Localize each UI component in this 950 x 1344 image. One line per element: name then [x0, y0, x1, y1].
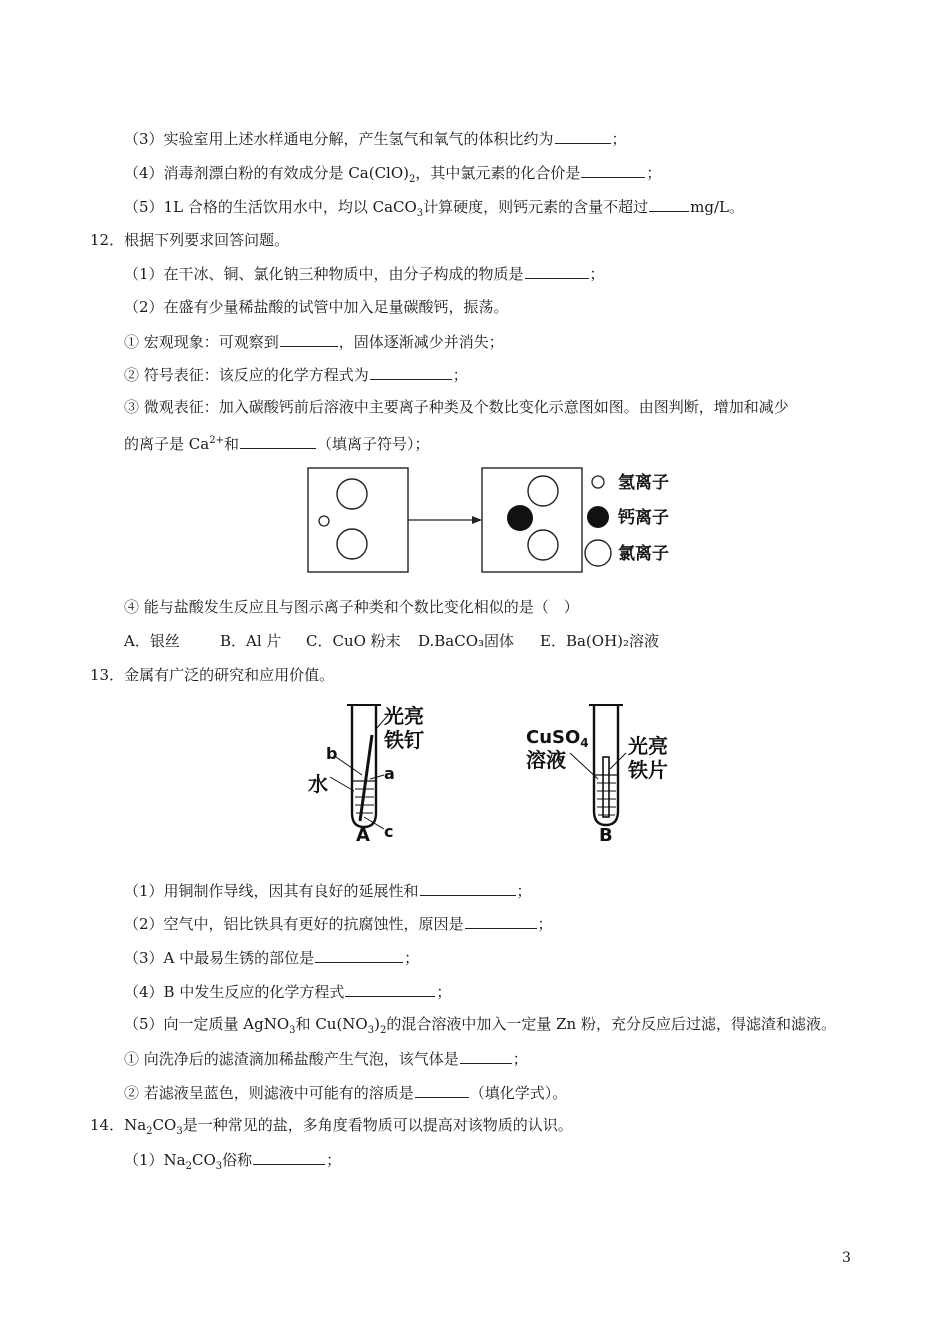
- q11-3-line: [124, 128, 627, 149]
- q11-5-text-b: 计算硬度，则钙元素的含量不超过: [423, 198, 649, 216]
- arrow-head: [472, 516, 482, 524]
- punct: ；: [537, 915, 553, 933]
- q12-2-3b-text: 的离子是 Ca: [124, 435, 210, 453]
- answer-blank: [315, 947, 403, 963]
- q12-2-2-line: [124, 364, 468, 385]
- q13-5-text-b: 和 Cu(NO: [295, 1015, 368, 1033]
- point-c-label: c: [384, 822, 394, 841]
- answer-blank: [581, 162, 645, 178]
- ion-diagram: [300, 460, 690, 582]
- subscript: 3: [289, 1025, 296, 1036]
- legend-chloride-icon: [585, 540, 611, 566]
- q13-5-text-c: ): [374, 1015, 380, 1033]
- answer-blank: [420, 880, 516, 896]
- q12-options: [124, 631, 659, 651]
- answer-blank: [370, 364, 452, 380]
- punct: ；: [512, 1050, 528, 1068]
- q13-5-1-text: ① 向洗净后的滤渣滴加稀盐酸产生气泡，该气体是: [124, 1050, 459, 1068]
- hydrogen-ion: [319, 516, 329, 526]
- legend-chloride-label: 氯离子: [618, 544, 669, 564]
- solution-subscript: 4: [580, 736, 589, 750]
- q12-1-text: （1）在干冰、铜、氯化钠三种物质中，由分子构成的物质是: [124, 265, 524, 283]
- before-box: [308, 468, 408, 572]
- leader-line: [330, 777, 354, 791]
- q13-5-2-line: [124, 1082, 567, 1103]
- punct: ；: [326, 1151, 342, 1169]
- superscript: 2+: [209, 435, 224, 446]
- q13-3-line: [124, 947, 419, 968]
- q11-5-line: [124, 196, 744, 217]
- subscript: 2: [379, 1025, 387, 1036]
- answer-blank: [465, 913, 537, 929]
- q13-1-text: （1）用铜制作导线，因其有良好的延展性和: [124, 882, 419, 900]
- q12-2-3-line: ③ 微观表征：加入碳酸钙前后溶液中主要离子种类及个数比变化示意图如图。由图判断，增加和减少: [124, 398, 789, 416]
- q13-1-line: [124, 880, 532, 901]
- subscript: 3: [416, 208, 424, 219]
- q14-1-text: （1）Na: [124, 1151, 186, 1169]
- q14-title-text-b: CO: [152, 1116, 177, 1134]
- nail-label: 光亮: [384, 704, 424, 728]
- q12-1-line: [124, 263, 605, 284]
- q14-1-text-c: 俗称: [222, 1151, 253, 1169]
- q13-3-text: （3）A 中最易生锈的部位是: [124, 949, 315, 967]
- answer-blank: [525, 263, 589, 279]
- legend-hydrogen-icon: [592, 476, 604, 488]
- option-c: C．CuO 粉末: [306, 632, 401, 650]
- page-number: 3: [842, 1250, 851, 1266]
- figure-b-caption: B: [599, 825, 613, 845]
- q14-1-line: [124, 1149, 341, 1170]
- punct: ；: [436, 983, 452, 1001]
- subscript: 2: [146, 1126, 153, 1137]
- solution-formula: [526, 727, 589, 750]
- q13-5-line: [124, 1014, 836, 1034]
- q12-2-line: （2）在盛有少量稀盐酸的试管中加入足量碳酸钙，振荡。: [124, 298, 509, 316]
- q11-3-text: （3）实验室用上述水样通电分解，产生氢气和氧气的体积比约为: [124, 130, 554, 148]
- subscript: 3: [176, 1126, 183, 1137]
- answer-blank: [280, 331, 338, 347]
- q11-4-line: [124, 162, 661, 183]
- option-a: A．银丝: [124, 632, 180, 650]
- q13-5-text-d: 的混合溶液中加入一定量 Zn 粉，充分反应后过滤，得滤渣和滤液。: [386, 1015, 836, 1033]
- q12-2-1-line: [124, 331, 504, 352]
- option-d: D.BaCO₃固体: [418, 632, 515, 650]
- q12-2-3b-line: [124, 433, 429, 454]
- option-e: E．Ba(OH)₂溶液: [540, 632, 660, 650]
- iron-nail: [360, 735, 372, 821]
- q12-title: 12．根据下列要求回答问题。: [90, 231, 290, 249]
- q11-4-text: （4）消毒剂漂白粉的有效成分是 Ca(ClO): [124, 164, 410, 182]
- point-a-label: a: [384, 764, 395, 783]
- legend-calcium-label: 钙离子: [618, 508, 669, 528]
- option-b: B．Al 片: [220, 632, 282, 650]
- q14-title-text: 14．Na: [90, 1116, 147, 1134]
- subscript: 3: [367, 1025, 375, 1036]
- q14-1-text-b: CO: [192, 1151, 216, 1169]
- answer-blank: [415, 1082, 469, 1098]
- q14-title-text-c: 是一种常见的盐，多角度看物质可以提高对该物质的认识。: [182, 1116, 573, 1134]
- answer-blank: [240, 433, 316, 449]
- sheet-label: 光亮: [628, 734, 668, 758]
- solution-label: 溶液: [526, 748, 566, 772]
- subscript: 3: [215, 1161, 223, 1172]
- q12-2-3b-text-b: 和: [223, 435, 239, 453]
- punct: ；: [404, 949, 420, 967]
- answer-blank: [649, 196, 689, 212]
- figure-a-caption: A: [356, 825, 370, 845]
- q12-2-2-text: ② 符号表征：该反应的化学方程式为: [124, 366, 369, 384]
- q14-title: [90, 1115, 573, 1135]
- q12-2-1-text-b: ，固体逐渐减少并消失；: [338, 333, 504, 351]
- q13-5-1-line: [124, 1048, 528, 1069]
- chloride-ion: [528, 476, 558, 506]
- q13-4-line: [124, 981, 451, 1002]
- unit: mg/L。: [690, 198, 745, 216]
- point-b-label: b: [326, 744, 338, 763]
- answer-blank: [555, 128, 611, 144]
- water-label: 水: [308, 772, 328, 796]
- punct: ；: [611, 130, 627, 148]
- solution-formula-text: CuSO: [526, 727, 581, 748]
- answer-blank: [253, 1149, 325, 1165]
- q13-5-text: （5）向一定质量 AgNO: [124, 1015, 290, 1033]
- q13-2-line: [124, 913, 553, 934]
- punct: ；: [516, 882, 532, 900]
- punct: ；: [646, 164, 662, 182]
- q13-5-2-end: （填化学式）。: [469, 1084, 568, 1102]
- q13-5-2-text: ② 若滤液呈蓝色，则滤液中可能有的溶质是: [124, 1084, 414, 1102]
- q11-4-text-b: ，其中氯元素的化合价是: [415, 164, 581, 182]
- q12-2-4-line: ④ 能与盐酸发生反应且与图示离子种类和个数比变化相似的是（ ）: [124, 598, 579, 616]
- chloride-ion: [337, 479, 367, 509]
- q13-4-text: （4）B 中发生反应的化学方程式: [124, 983, 345, 1001]
- q11-5-text: （5）1L 合格的生活饮用水中，均以 CaCO: [124, 198, 417, 216]
- subscript: 2: [409, 174, 416, 185]
- nail-label-2: 铁钉: [384, 728, 424, 752]
- tube-a: [308, 704, 424, 845]
- answer-blank: [345, 981, 435, 997]
- iron-sheet: [603, 757, 609, 817]
- chloride-ion: [528, 530, 558, 560]
- tube-b: [526, 705, 668, 845]
- calcium-ion: [507, 505, 533, 531]
- subscript: 2: [185, 1161, 192, 1172]
- punct: ；: [589, 265, 605, 283]
- leader-line: [336, 757, 362, 775]
- test-tube-figures: [300, 695, 710, 845]
- answer-blank: [460, 1048, 512, 1064]
- legend-calcium-icon: [587, 506, 609, 528]
- q12-2-3b-end: （填离子符号）；: [316, 435, 430, 453]
- legend-hydrogen-label: 氢离子: [618, 473, 669, 493]
- punct: ；: [452, 366, 468, 384]
- q13-2-text: （2）空气中，铝比铁具有更好的抗腐蚀性，原因是: [124, 915, 464, 933]
- q13-title: 13．金属有广泛的研究和应用价值。: [90, 666, 335, 684]
- tube-a-glass: [352, 705, 376, 827]
- chloride-ion: [337, 529, 367, 559]
- sheet-label-2: 铁片: [628, 758, 668, 782]
- q12-2-1-text: ① 宏观现象：可观察到: [124, 333, 279, 351]
